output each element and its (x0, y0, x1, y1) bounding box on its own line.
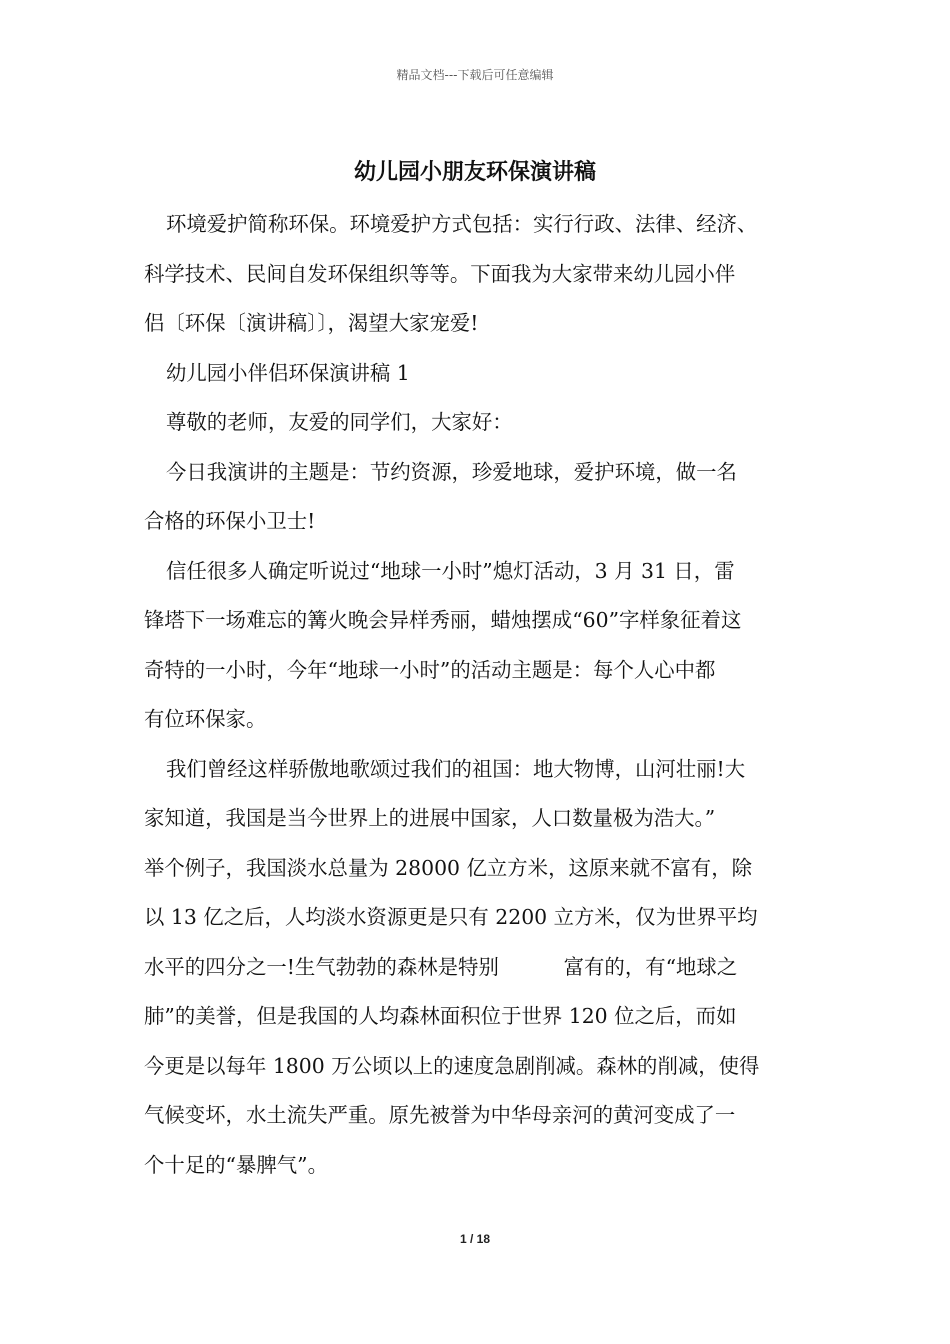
paragraph-line: 科学技术、民间自发环保组织等等。下面我为大家带来幼儿园小伴 (144, 261, 736, 286)
section-heading: 幼儿园小伴侣环保演讲稿 1 (166, 360, 410, 385)
paragraph-line: 奇特的一小时，今年“地球一小时”的活动主题是：每个人心中都 (144, 657, 716, 682)
page-number: 1 / 18 (459, 1232, 491, 1246)
paragraph-line: 环境爱护简称环保。环境爱护方式包括：实行行政、法律、经济、 (166, 212, 758, 236)
paragraph-line: 水平的四分之一!生气勃勃的森林是特别 富有的，有“地球之 (144, 954, 738, 979)
paragraph-line: 信任很多人确定听说过“地球一小时”熄灯活动，3 月 31 日，雷 (166, 558, 735, 583)
paragraph-line: 今更是以每年 1800 万公顷以上的速度急剧削减。森林的削减，使得 (144, 1053, 760, 1078)
paragraph-line: 有位环保家。 (144, 707, 267, 731)
document-title: 幼儿园小朋友环保演讲稿 (353, 160, 596, 185)
paragraph-line: 个十足的“暴脾气”。 (144, 1152, 328, 1177)
page-header: 精品文档---下载后可任意编辑 (396, 68, 554, 82)
paragraph-line: 以 13 亿之后，人均淡水资源更是只有 2200 立方米，仅为世界平均 (144, 905, 758, 929)
paragraph-line: 我们曾经这样骄傲地歌颂过我们的祖国：地大物博，山河壮丽!大 (166, 756, 746, 781)
paragraph-line: 合格的环保小卫士! (144, 509, 316, 533)
paragraph-line: 今日我演讲的主题是：节约资源，珍爱地球，爱护环境，做一名 (166, 459, 737, 484)
paragraph-line: 举个例子，我国淡水总量为 28000 亿立方米，这原来就不富有，除 (144, 855, 752, 880)
paragraph-line: 肺”的美誉，但是我国的人均森林面积位于世界 120 位之后，而如 (144, 1004, 737, 1028)
document-body (144, 204, 812, 1194)
paragraph-line: 侣〔环保〔演讲稿〕〕，渴望大家宠爱! (144, 311, 479, 335)
greeting-line: 尊敬的老师，友爱的同学们，大家好： (166, 410, 513, 434)
paragraph-line: 锋塔下一场难忘的篝火晚会异样秀丽，蜡烛摆成“60”字样象征着这 (144, 608, 742, 632)
paragraph-line: 气候变坏，水土流失严重。原先被誉为中华母亲河的黄河变成了一 (144, 1103, 736, 1127)
paragraph-line: 家知道，我国是当今世界上的进展中国家，人口数量极为浩大。” (144, 806, 716, 830)
